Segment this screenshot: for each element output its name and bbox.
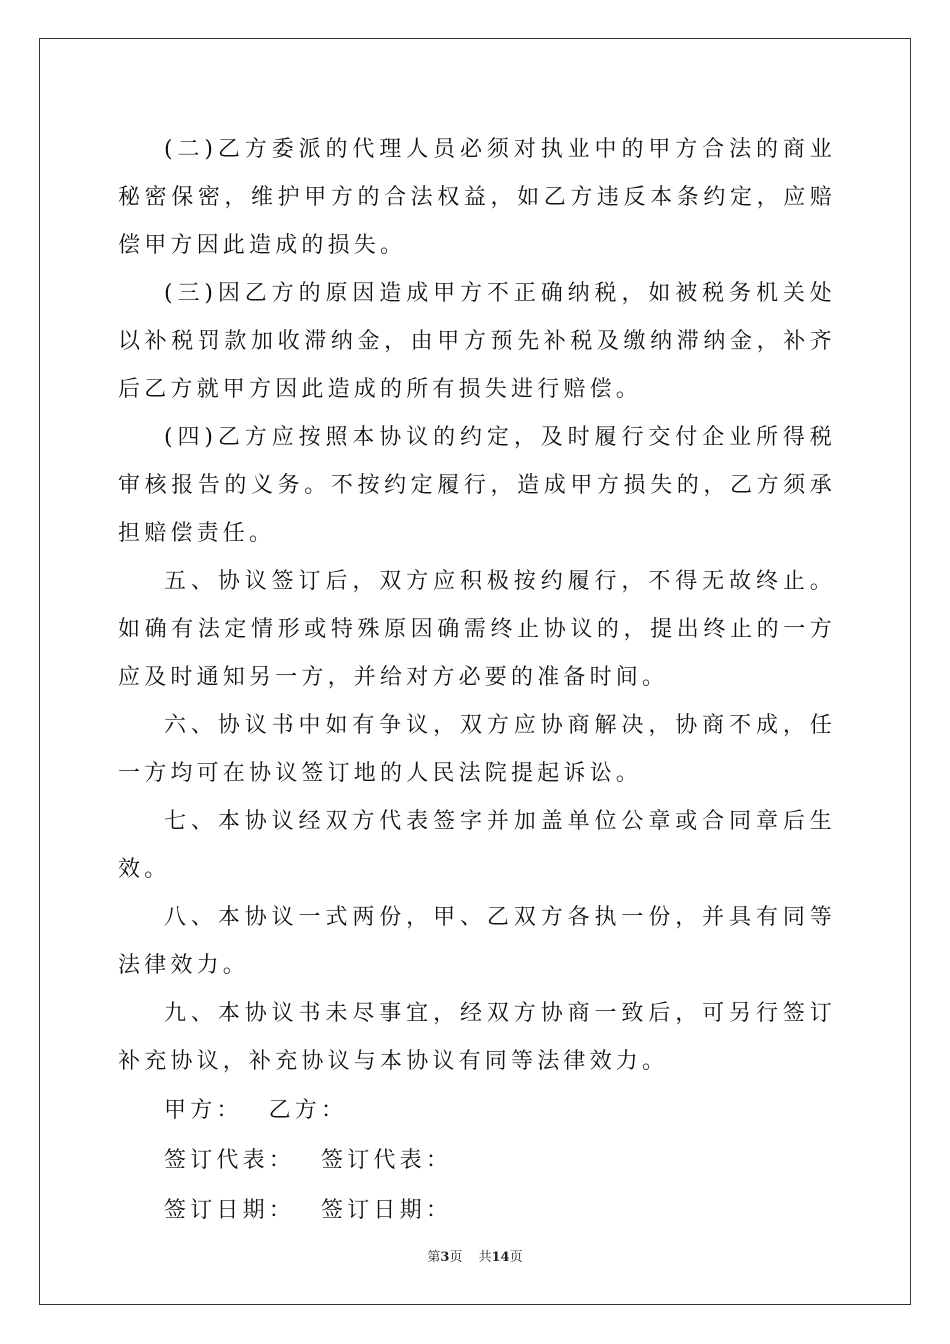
clause-five: 五、协议签订后，双方应积极按约履行，不得无故终止。如确有法定情形或特殊原因确需终止协议的，提出终止的一方应及时通知另一方，并给对方必要的准备时间。: [118, 569, 836, 690]
party-b-label: 乙方：: [268, 1098, 348, 1123]
total-prefix: 共: [478, 1250, 492, 1265]
date-b-label: 签订日期：: [321, 1198, 453, 1223]
clause-six: 六、协议书中如有争议，双方应协商解决，协商不成，任一方均可在协议签订地的人民法院提起诉讼。: [118, 713, 836, 786]
page-total: 14: [491, 1250, 510, 1265]
party-a-label: 甲方：: [164, 1098, 243, 1123]
clause-nine: 九、本协议书未尽事宜，经双方协商一致后，可另行签订补充协议，补充协议与本协议有同等法律效力。: [118, 1001, 836, 1074]
document-body: [118, 126, 836, 1236]
clause-seven: 七、本协议经双方代表签字并加盖单位公章或合同章后生效。: [118, 809, 836, 882]
signature-date-row: [118, 1186, 836, 1236]
page-footer: [0, 1246, 950, 1265]
page-suffix: 页: [449, 1250, 463, 1265]
rep-b-label: 签订代表：: [321, 1148, 453, 1173]
signature-rep-row: [118, 1136, 836, 1186]
clause-2: (二)乙方委派的代理人员必须对执业中的甲方合法的商业秘密保密，维护甲方的合法权益，如乙方违反本条约定，应赔偿甲方因此造成的损失。: [118, 137, 836, 258]
clause-4: (四)乙方应按照本协议的约定，及时履行交付企业所得税审核报告的义务。不按约定履行，造成甲方损失的，乙方须承担赔偿责任。: [118, 425, 836, 546]
clause-3: (三)因乙方的原因造成甲方不正确纳税，如被税务机关处以补税罚款加收滞纳金，由甲方预先补税及缴纳滞纳金，补齐后乙方就甲方因此造成的所有损失进行赔偿。: [118, 281, 836, 402]
rep-a-label: 签订代表：: [164, 1148, 296, 1173]
signature-party-row: [118, 1086, 836, 1136]
date-a-label: 签订日期：: [164, 1198, 296, 1223]
page-prefix: 第: [427, 1250, 441, 1265]
clause-eight: 八、本协议一式两份，甲、乙双方各执一份，并具有同等法律效力。: [118, 905, 836, 978]
page-current: 3: [440, 1250, 450, 1265]
total-suffix: 页: [509, 1250, 523, 1265]
